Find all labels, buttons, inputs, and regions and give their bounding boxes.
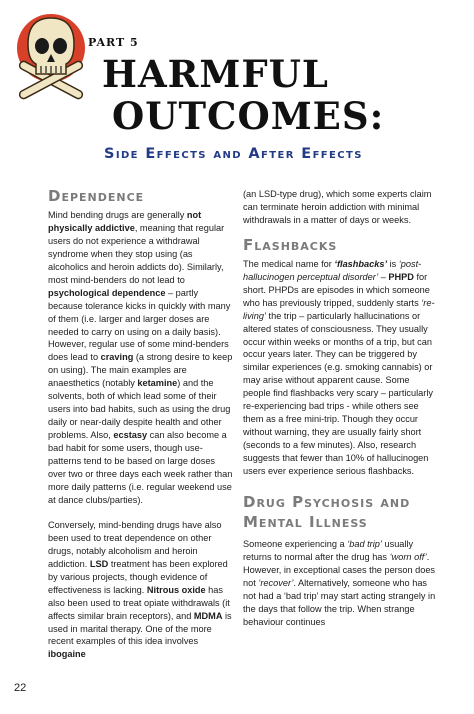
paragraph-drug-psychosis: Someone experiencing a ‘bad trip’ usually returns to normal after the drug has ‘worn off’. However, in exceptional cases the person does not ‘recover’. Alternatively, someone who has not had a ‘bad trip’ may start acting strangely in the days that follow the trip. When strange behaviour continues [243, 539, 436, 627]
left-column [48, 188, 233, 673]
page-number: 22 [14, 682, 27, 694]
paragraph-flashbacks: The medical name for ‘flashbacks’ is ‘post-hallucinogen perceptual disorder’ – PHPD for short. PHPDs are episodes in which someone who has previously tripped, suddenly starts ‘re-living’ the trip – particularly hallucinations or altered states of consciousness. They usually occur within weeks or months of a trip, but can occur years later. They can be triggered by similar experiences (e.g. smoking cannabis) or may arise without apparent cause. Some people find flashbacks very scary – particularly re-experiencing bad trips - while others see them as a free mini-trip. Though they occur without warning, they are usually fairly short (seconds to a few minutes). Also, research suggests that fewer than 10% of hallucinogen users ever experience serious flashbacks. [243, 258, 435, 477]
right-column [243, 188, 438, 641]
skull-crossbones-icon [8, 8, 94, 108]
paragraph-dependence-1: Mind bending drugs are generally not physically addictive, meaning that regular users do not experience a withdrawal syndrome when they stop using (as alcoholics and heroin addicts do). Similarly, most mind-benders do not lead to psychological dependence – partly because tolerance kicks in quickly with many of them (i.e. larger and larger doses are needed to carry on using on a daily basis). However, regular use of some mind-benders does lead to craving (a strong desire to keep on using). The main examples are anaesthetics (notably ketamine) and the solvents, both of which lead some of their users into bad habits, such as using the drug daily or near-daily despite health and other problems. Also, ecstasy can also become a bad habit for some users, though use-patterns tend to be based on large doses over two or three days each week rather than more daily patterns (i.e. regular weekend use at dance clubs/parties). [48, 209, 233, 505]
page-title-line-2: OUTCOMES: [112, 94, 385, 138]
heading-dependence: Dependence [48, 187, 145, 205]
paragraph-dependence-2: Conversely, mind-bending drugs have also been used to treat dependence on other drugs, notably alcoholism and heroin addiction. LSD treatment has been explored by various projects, though evidence of effectiveness is lacking. Nitrous oxide has also been used to treat opiate withdrawals (it affects similar brain receptors), and MDMA is used in marital therapy. One of the more recent examples of this idea involves ibogaine [48, 519, 232, 660]
paragraph-dependence-2-continued: (an LSD-type drug), which some experts claim can terminate heroin addiction with minimal withdrawals in a matter of days or weeks. [243, 189, 432, 225]
heading-flashbacks: Flashbacks [243, 235, 338, 254]
part-label: PART 5 [88, 36, 139, 49]
page-title-line-1: HARMFUL [102, 52, 329, 96]
page-subtitle: Side Effects and After Effects [104, 146, 363, 162]
heading-drug-psychosis: Drug Psychosis and Mental Illness [243, 493, 411, 532]
